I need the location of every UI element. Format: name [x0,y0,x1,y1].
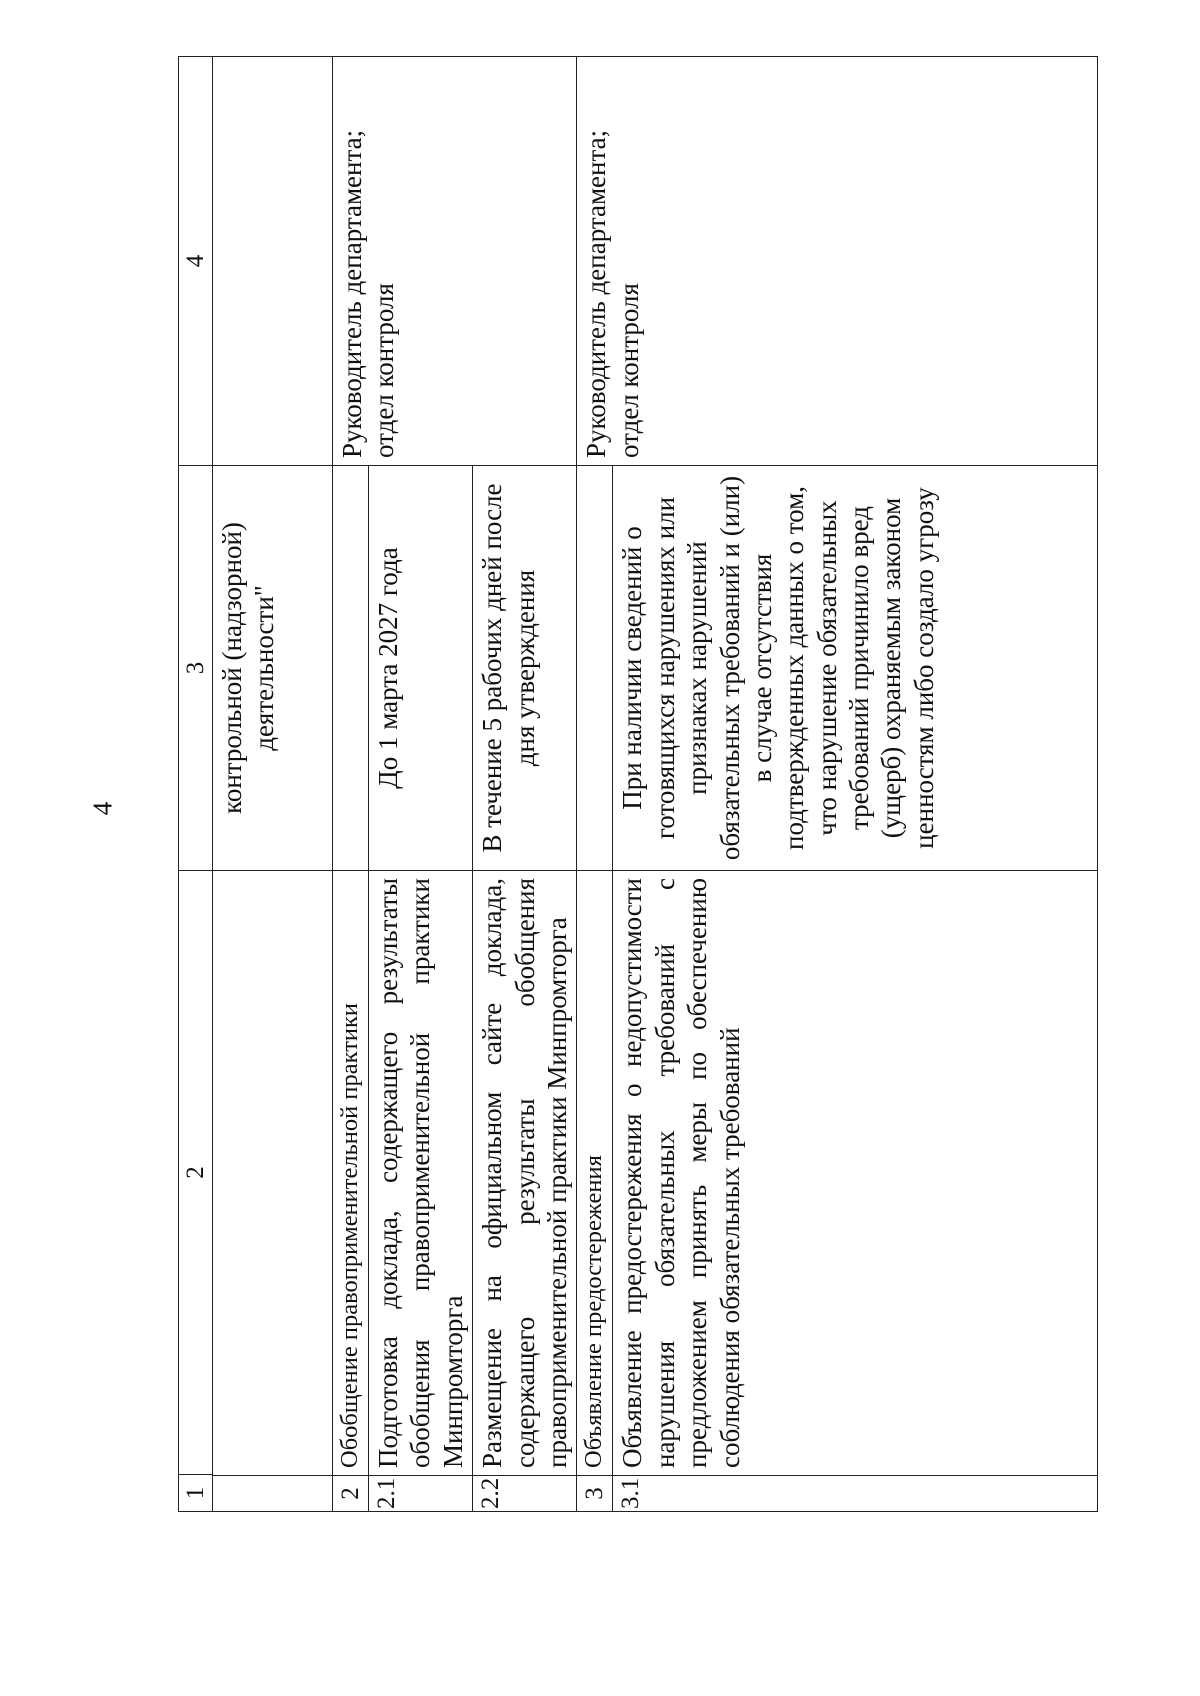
header-col-4: 4 [179,57,213,466]
section-row-2 [333,57,369,1512]
header-col-1: 1 [179,1474,212,1511]
plan-table-container [178,57,1098,1512]
item-2-2-num: 2.2 [473,1476,577,1512]
continued-col3: контрольной (надзорной) деятельности" [213,466,333,871]
section-3-col3 [577,466,613,871]
section-2-col3 [333,466,369,871]
header-col-2: 2 [182,1166,209,1179]
cell-num [213,1476,333,1512]
item-3-1-num: 3.1 [613,1476,1098,1512]
header-col-3: 3 [179,466,213,871]
section-row-3 [577,57,613,1512]
plan-table [178,56,1098,1512]
item-3-1-deadline: При наличии сведений о готовящихся нарушениях или признаках нарушений обязательных требований и (или) в случае отсутствия подтвержденных данных о том, что нарушение обязательных требований причинило вред (ущерб) охраняемым законом ценностям либо создало угрозу [613,466,1098,871]
item-2-1-text: Подготовка доклада, содержащего результаты обобщения правоприменительной практики Минпромторга [369,871,473,1476]
header-col-1-2 [179,871,213,1512]
section-2-num: 2 [333,1476,369,1512]
item-2-1-num: 2.1 [369,1476,473,1512]
section-2-title: Обобщение правоприменительной практики [333,871,369,1476]
section-3-responsible: Руководитель департамента; отдел контроля [577,57,1098,466]
page-number: 4 [87,801,118,816]
section-2-responsible: Руководитель департамента; отдел контроля [333,57,577,466]
section-3-num: 3 [577,1476,613,1512]
item-3-1-text: Объявление предостережения о недопустимости нарушения обязательных требований с предложением принять меры по обеспечению соблюдения обязательных требований [613,871,1098,1476]
header-row [179,57,213,1512]
section-3-title: Объявление предостережения [577,871,613,1476]
continued-row [213,57,333,1512]
item-2-2-deadline: В течение 5 рабочих дней после дня утверждения [473,466,577,871]
item-2-2-text: Размещение на официальном сайте доклада, содержащего результаты обобщения правоприменительной практики Минпромторга [473,871,577,1476]
cell-responsible [213,57,333,466]
cell-text [213,871,333,1476]
item-2-1-deadline: До 1 марта 2027 года [369,466,473,871]
